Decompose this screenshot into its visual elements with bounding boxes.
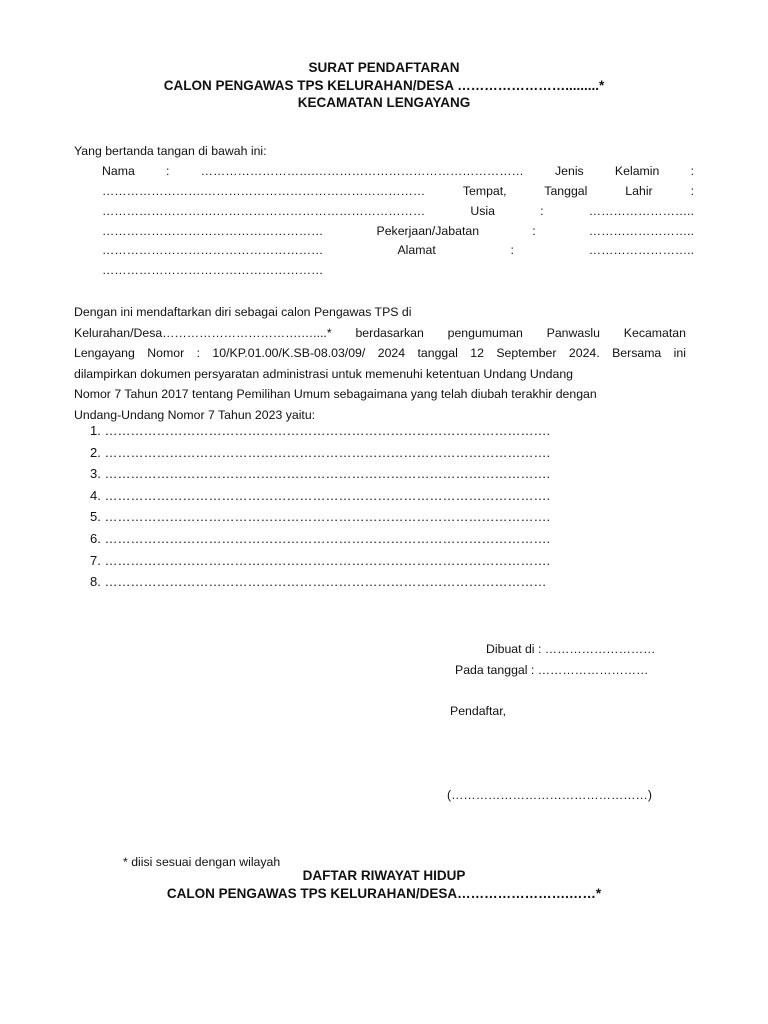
paragraph-line: Undang-Undang Nomor 7 Tahun 2023 yaitu: bbox=[74, 407, 316, 422]
list-item: 5. …………………………………………………………………………………………. bbox=[90, 509, 551, 525]
paragraph-line: Dengan ini mendaftarkan diri sebagai calon Pengawas TPS di bbox=[74, 305, 412, 319]
paragraph-line: Lengayang Nomor : 10/KP.01.00/K.SB-08.03/09/ 2024 tanggal 12 September 2024. Bersama ini bbox=[74, 346, 686, 360]
applicant-label: Pendaftar, bbox=[450, 704, 507, 718]
paragraph-line: Nomor 7 Tahun 2017 tentang Pemilihan Umum sebagaimana yang telah diubah terakhir dengan bbox=[74, 387, 597, 401]
document-subtitle: CALON PENGAWAS TPS KELURAHAN/DESA …………………….........* bbox=[163, 78, 605, 93]
document-district: KECAMATAN LENGAYANG bbox=[297, 95, 471, 110]
cv-subtitle: CALON PENGAWAS TPS KELURAHAN/DESA…………………….……* bbox=[166, 886, 602, 901]
made-at-field: Dibuat di : ……………………… bbox=[486, 642, 656, 656]
identity-line-occupation: ……………………………………………… Pekerjaan/Jabatan : …………………….. bbox=[102, 224, 694, 238]
list-item: 4. …………………………………………………………………………………………. bbox=[90, 487, 551, 503]
date-field: Pada tanggal : ……………………… bbox=[455, 663, 649, 677]
paragraph-line: Kelurahan/Desa…………………………….…....* berdasarkan pengumuman Panwaslu Kecamatan bbox=[74, 325, 686, 340]
paragraph-line: dilampirkan dokumen persyaratan administrasi untuk memenuhi ketentuan Undang Undang bbox=[74, 366, 573, 381]
signature-name-line: (…………………………………………) bbox=[447, 788, 652, 802]
list-item: 6. …………………………………………………………………………………………. bbox=[90, 530, 551, 546]
list-item: 2. …………………………………………………………………………………………. bbox=[90, 444, 551, 460]
list-item: 7. …………………………………………………………………………………………. bbox=[90, 552, 551, 568]
footnote: * diisi sesuai dengan wilayah bbox=[123, 855, 281, 869]
list-item: 8. ………………………………………………………………………………………… bbox=[90, 574, 547, 590]
document-title: SURAT PENDAFTARAN bbox=[308, 60, 460, 75]
identity-line-age: ……………………….…………………………………………… Usia : …………………….. bbox=[102, 204, 694, 218]
list-item: 1. …………………………………………………………………………………………. bbox=[90, 423, 551, 438]
identity-line-birth: …………………….……………………………………………… Tempat, Tanggal Lahir : bbox=[102, 184, 694, 198]
identity-line-name: Nama : ……………………….…………………………………………… Jenis Kelamin : bbox=[102, 164, 694, 178]
intro-text: Yang bertanda tangan di bawah ini: bbox=[74, 144, 267, 158]
identity-line-extra: ……………………………………………… bbox=[102, 263, 324, 277]
registration-paragraph bbox=[74, 302, 686, 425]
cv-title: DAFTAR RIWAYAT HIDUP bbox=[302, 868, 466, 883]
list-item: 3. …………………………………………………………………………………………. bbox=[90, 466, 551, 482]
identity-line-address: ……………………………………………… Alamat : …………………….. bbox=[102, 243, 694, 257]
attachment-list bbox=[90, 423, 550, 596]
